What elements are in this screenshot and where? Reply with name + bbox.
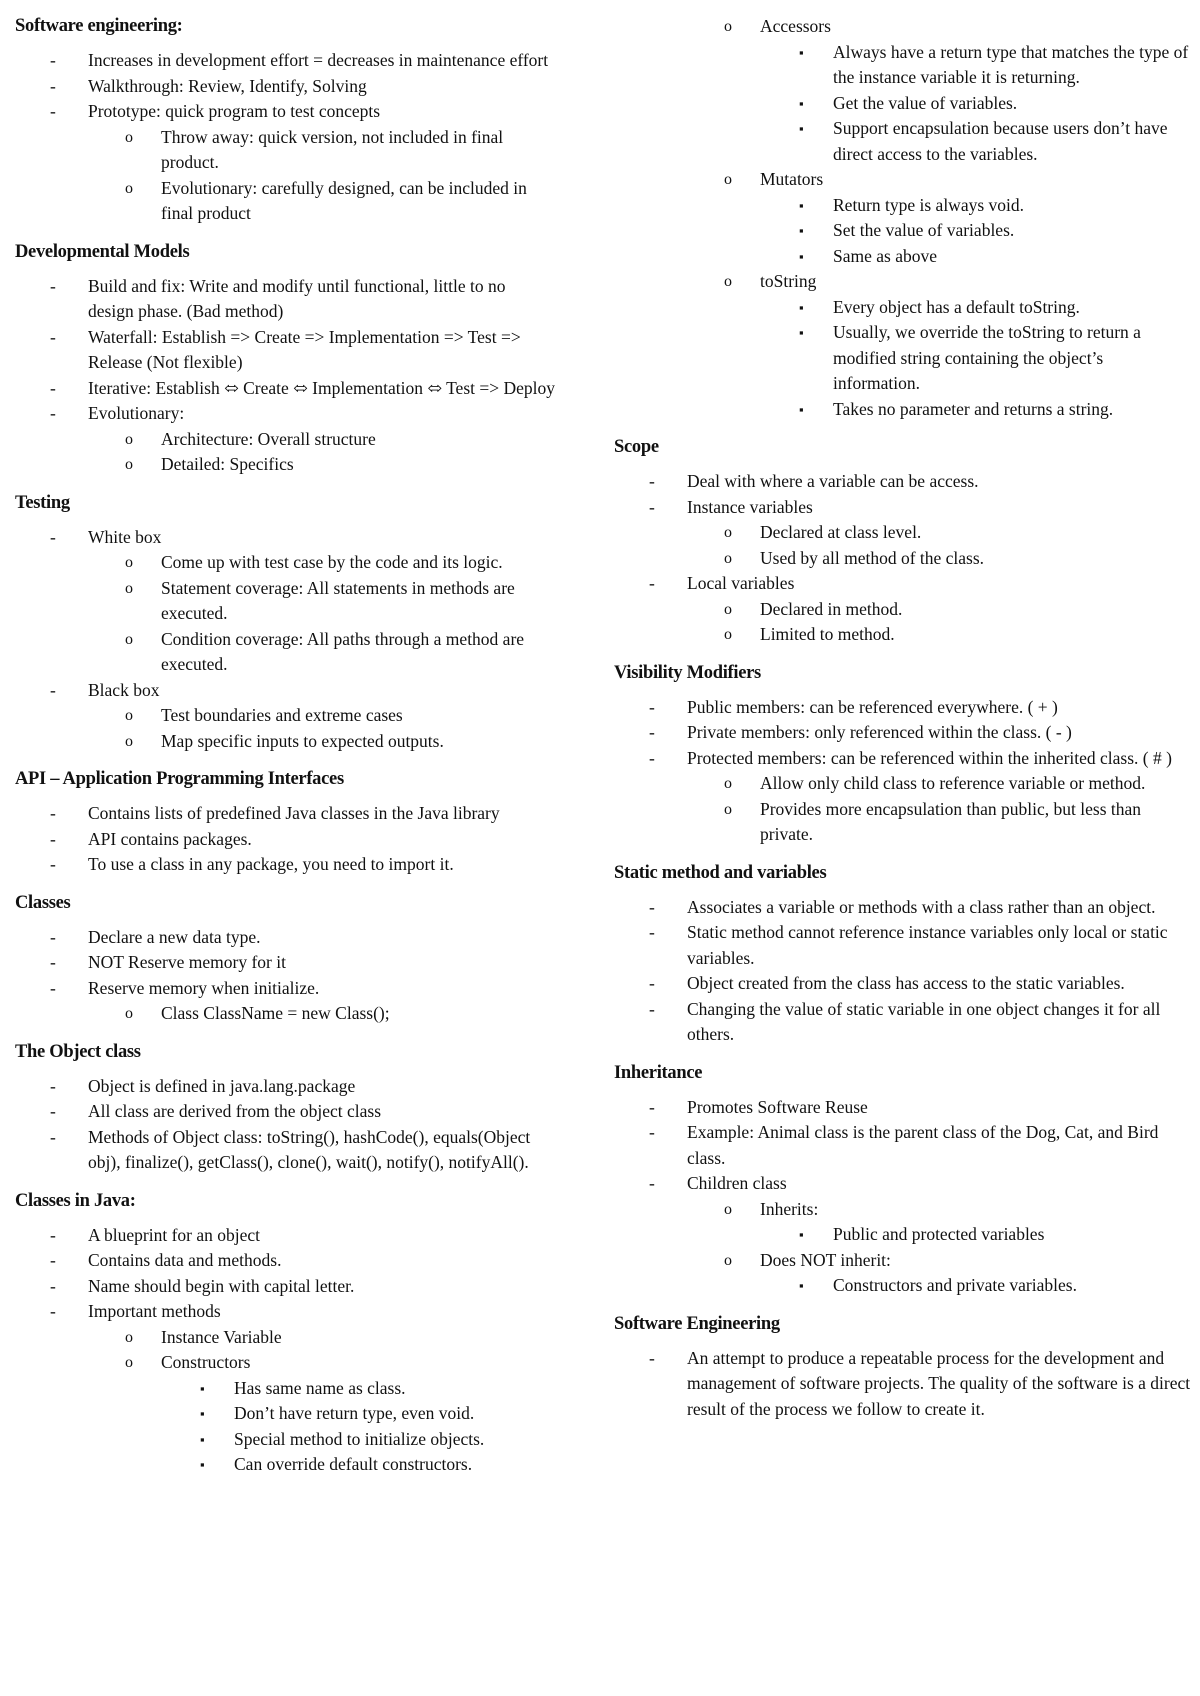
dash-bullet-icon: - — [649, 1173, 655, 1193]
list-item-text: Name should begin with capital letter. — [88, 1275, 355, 1296]
dash-bullet-icon: - — [649, 722, 655, 742]
circle-bullet-icon: o — [125, 1354, 133, 1371]
square-bullet-icon: ▪ — [200, 1406, 205, 1421]
square-bullet-icon: ▪ — [799, 248, 804, 264]
list-item — [15, 827, 555, 853]
list-item-text: Protected members: can be referenced within the inherited class. ( # ) — [687, 747, 1172, 768]
list-item-text: Inherits: — [760, 1198, 819, 1219]
square-bullet-icon: ▪ — [799, 95, 804, 111]
square-bullet-icon: ▪ — [799, 299, 804, 315]
list-item — [614, 295, 1194, 321]
list-item-text: Takes no parameter and returns a string. — [833, 398, 1114, 419]
list-item — [15, 1074, 555, 1100]
list-item-text: Accessors — [760, 16, 831, 36]
list-item — [15, 1452, 555, 1478]
list-item — [614, 797, 1194, 848]
square-bullet-icon: ▪ — [799, 1278, 804, 1293]
list-item-text: Local variables — [687, 573, 795, 593]
circle-bullet-icon: o — [724, 1200, 732, 1218]
dash-bullet-icon: - — [50, 1126, 56, 1147]
dash-bullet-icon: - — [50, 50, 56, 70]
list-item-text: Changing the value of static variable in one object changes it for all others. — [687, 998, 1161, 1044]
list-item — [614, 695, 1194, 721]
list-item-text: Declare a new data type. — [88, 926, 261, 947]
list-item-text: Waterfall: Establish => Create => Implementation => Test => Release (Not flexible) — [88, 326, 521, 372]
square-bullet-icon: ▪ — [200, 1380, 205, 1396]
section-title: Scope — [614, 437, 659, 457]
dash-bullet-icon: - — [50, 926, 56, 947]
list-item-text: Reserve memory when initialize. — [88, 977, 320, 998]
square-bullet-icon: ▪ — [799, 1227, 804, 1242]
list-item — [614, 40, 1194, 91]
dash-bullet-icon: - — [50, 679, 56, 700]
list-item-text: Constructors — [161, 1352, 251, 1372]
list-item — [15, 1299, 555, 1325]
list-item-text: Provides more encapsulation than public, but less than private. — [760, 798, 1142, 844]
bullet-list — [614, 1346, 1194, 1423]
list-item — [15, 1401, 555, 1427]
dash-bullet-icon: - — [50, 275, 56, 296]
bullet-list — [15, 274, 555, 478]
list-item — [614, 1120, 1194, 1171]
list-item-text: A blueprint for an object — [88, 1224, 261, 1245]
list-item-text: Limited to method. — [760, 624, 895, 644]
list-item-text: Used by all method of the class. — [760, 547, 985, 568]
list-item-text: Usually, we override the toString to return a modified string containing the object’s information. — [833, 322, 1141, 393]
section-api-application-programming-interfaces — [15, 767, 555, 878]
circle-bullet-icon: o — [125, 179, 133, 197]
list-item-text: To use a class in any package, you need to import it. — [88, 854, 454, 874]
list-item-text: Methods of Object class: toString(), hashCode(), equals(Object obj), finalize(), getClass(), clone(), wait(), notify(), notifyAll(). — [88, 1126, 531, 1172]
circle-bullet-icon: o — [125, 554, 133, 571]
dash-bullet-icon: - — [649, 747, 655, 768]
section-scope — [614, 435, 1194, 648]
section-title: Testing — [15, 492, 70, 513]
dash-bullet-icon: - — [649, 696, 655, 717]
list-item — [614, 895, 1194, 921]
list-item-text: Object created from the class has access to the static variables. — [687, 973, 1125, 993]
list-item — [15, 976, 555, 1002]
list-item-text: Come up with test case by the code and its logic. — [161, 552, 503, 572]
bullet-list — [15, 925, 555, 1027]
section-software-engineering — [15, 14, 555, 227]
bullet-list — [15, 525, 555, 755]
section-developmental-models — [15, 240, 555, 478]
list-item-text: Every object has a default toString. — [833, 296, 1080, 317]
list-item — [15, 74, 555, 100]
list-item-text: toString — [760, 271, 817, 291]
list-item-text: Architecture: Overall structure — [161, 428, 376, 449]
circle-bullet-icon: o — [724, 18, 732, 35]
list-item — [614, 469, 1194, 495]
list-item — [614, 571, 1194, 597]
bullet-list — [614, 895, 1194, 1048]
list-item — [15, 325, 555, 376]
list-item-text: Public members: can be referenced everywhere. ( + ) — [687, 696, 1058, 717]
list-item — [614, 546, 1194, 572]
circle-bullet-icon: o — [724, 775, 732, 792]
list-item — [614, 997, 1194, 1048]
list-item — [15, 1325, 555, 1351]
list-item-text: Iterative: Establish ⬄ Create ⬄ Implementation ⬄ Test => Deploy — [88, 377, 555, 398]
list-item-text: Associates a variable or methods with a class rather than an object. — [687, 896, 1156, 917]
list-item-text: Increases in development effort = decreases in maintenance effort — [88, 50, 549, 70]
list-item — [15, 801, 555, 827]
list-item-text: White box — [88, 526, 162, 547]
list-item-text: Detailed: Specifics — [161, 454, 294, 474]
list-item — [614, 116, 1194, 167]
list-item-text: An attempt to produce a repeatable process for the development and management of software projects. The quality of the software is a direct result of the process we follow to create it. — [687, 1347, 1191, 1419]
circle-bullet-icon: o — [125, 1005, 133, 1022]
circle-bullet-icon: o — [125, 732, 133, 750]
list-item — [15, 376, 555, 402]
list-item-text: Allow only child class to reference variable or method. — [760, 773, 1146, 793]
dash-bullet-icon: - — [50, 828, 56, 849]
list-item — [614, 720, 1194, 746]
dash-bullet-icon: - — [50, 403, 56, 423]
circle-bullet-icon: o — [724, 171, 732, 188]
list-item — [15, 452, 555, 478]
notes-column-left — [15, 14, 555, 1491]
list-item-text: Don’t have return type, even void. — [234, 1403, 475, 1423]
list-item — [15, 550, 555, 576]
bullet-list — [614, 695, 1194, 848]
dash-bullet-icon: - — [649, 998, 655, 1019]
list-item — [614, 193, 1194, 219]
notes-column-right — [614, 14, 1194, 1435]
circle-bullet-icon: o — [125, 579, 133, 597]
list-item-text: Private members: only referenced within the class. ( - ) — [687, 722, 1072, 742]
circle-bullet-icon: o — [724, 1251, 732, 1269]
circle-bullet-icon: o — [724, 800, 732, 818]
section-title: Software Engineering — [614, 1313, 780, 1334]
bullet-list — [15, 801, 555, 878]
list-item-text: Special method to initialize objects. — [234, 1428, 485, 1449]
bullet-list — [15, 1223, 555, 1478]
list-item-text: Class ClassName = new Class(); — [161, 1003, 390, 1023]
list-item — [15, 401, 555, 427]
dash-bullet-icon: - — [50, 326, 56, 347]
list-item-text: Example: Animal class is the parent class of the Dog, Cat, and Bird class. — [687, 1122, 1159, 1168]
list-item-text: Declared in method. — [760, 598, 903, 619]
list-item-text: Condition coverage: All paths through a method are executed. — [161, 628, 525, 674]
dash-bullet-icon: - — [50, 75, 56, 96]
list-item — [614, 218, 1194, 244]
list-item-text: Declared at class level. — [760, 522, 922, 542]
list-item-text: Object is defined in java.lang.package — [88, 1075, 356, 1096]
list-item-text: All class are derived from the object class — [88, 1101, 382, 1121]
dash-bullet-icon: - — [50, 952, 56, 972]
list-item-text: Can override default constructors. — [234, 1454, 473, 1474]
list-item — [614, 91, 1194, 117]
list-item — [15, 1427, 555, 1453]
dash-bullet-icon: - — [50, 377, 56, 398]
circle-bullet-icon: o — [125, 630, 133, 648]
list-item-text: Walkthrough: Review, Identify, Solving — [88, 75, 367, 96]
dash-bullet-icon: - — [50, 1224, 56, 1245]
list-item — [614, 1346, 1194, 1423]
dash-bullet-icon: - — [50, 1301, 56, 1321]
list-item — [614, 1222, 1194, 1248]
list-item — [614, 1095, 1194, 1121]
list-item-text: Instance Variable — [161, 1326, 282, 1347]
dash-bullet-icon: - — [649, 1122, 655, 1142]
circle-bullet-icon: o — [125, 128, 133, 146]
list-item-text: Constructors and private variables. — [833, 1275, 1077, 1295]
list-item-text: Support encapsulation because users don’t have direct access to the variables. — [833, 118, 1168, 164]
list-item — [15, 176, 555, 227]
section-testing — [15, 491, 555, 755]
list-item — [15, 1125, 555, 1176]
list-item — [15, 925, 555, 951]
section-inheritance — [614, 1061, 1194, 1299]
list-item — [614, 597, 1194, 623]
list-item-text: Same as above — [833, 245, 937, 266]
list-item — [15, 1248, 555, 1274]
square-bullet-icon: ▪ — [799, 325, 804, 340]
section-title: Visibility Modifiers — [614, 662, 761, 683]
list-item — [614, 320, 1194, 397]
section-title: Classes — [15, 892, 71, 913]
list-item-text: Important methods — [88, 1301, 221, 1321]
list-item — [15, 1001, 555, 1027]
list-item — [15, 576, 555, 627]
dash-bullet-icon: - — [50, 1275, 56, 1296]
section-the-object-class — [15, 1040, 555, 1176]
list-item — [15, 48, 555, 74]
list-item — [15, 703, 555, 729]
section-title: Inheritance — [614, 1062, 703, 1083]
dash-bullet-icon: - — [50, 1250, 56, 1270]
list-item-text: Return type is always void. — [833, 194, 1025, 215]
list-item — [15, 1274, 555, 1300]
list-item — [614, 622, 1194, 648]
circle-bullet-icon: o — [125, 707, 133, 724]
square-bullet-icon: ▪ — [799, 197, 804, 213]
circle-bullet-icon: o — [724, 626, 732, 643]
section-title: Developmental Models — [15, 241, 190, 262]
dash-bullet-icon: - — [50, 977, 56, 998]
list-item-text: Static method cannot reference instance variables only local or static variables. — [687, 922, 1168, 968]
list-item-text: Children class — [687, 1173, 787, 1193]
section-classes-in-java — [15, 1189, 555, 1478]
square-bullet-icon: ▪ — [200, 1457, 205, 1472]
dash-bullet-icon: - — [50, 101, 56, 121]
list-item — [15, 950, 555, 976]
list-item — [614, 244, 1194, 270]
circle-bullet-icon: o — [724, 273, 732, 290]
bullet-list — [614, 14, 1194, 422]
dash-bullet-icon: - — [50, 803, 56, 823]
section-title: Classes in Java: — [15, 1190, 136, 1211]
list-item-text: Mutators — [760, 169, 824, 189]
bullet-list — [15, 1074, 555, 1176]
section-visibility-modifiers — [614, 661, 1194, 848]
list-item-text: Always have a return type that matches the type of the instance variable it is returning. — [833, 41, 1189, 87]
bullet-list — [614, 1095, 1194, 1299]
list-item — [15, 99, 555, 125]
dash-bullet-icon: - — [649, 922, 655, 942]
list-item — [614, 1171, 1194, 1197]
list-item — [15, 627, 555, 678]
list-item-text: Statement coverage: All statements in methods are executed. — [161, 577, 515, 623]
list-item-text: Build and fix: Write and modify until functional, little to no design phase. (Bad method) — [88, 275, 506, 321]
list-item — [614, 771, 1194, 797]
list-item — [15, 1223, 555, 1249]
list-item-text: Get the value of variables. — [833, 92, 1018, 113]
list-item-text: Set the value of variables. — [833, 220, 1015, 240]
list-item-text: Throw away: quick version, not included in final product. — [161, 126, 504, 172]
list-item — [15, 729, 555, 755]
list-item — [614, 520, 1194, 546]
list-item-text: Promotes Software Reuse — [687, 1096, 868, 1117]
list-item-text: Map specific inputs to expected outputs. — [161, 730, 444, 751]
dash-bullet-icon: - — [649, 896, 655, 917]
list-item-text: Public and protected variables — [833, 1224, 1045, 1244]
list-item — [15, 678, 555, 704]
section-classes — [15, 891, 555, 1027]
list-item — [614, 495, 1194, 521]
list-item — [614, 167, 1194, 193]
section-title: The Object class — [15, 1041, 141, 1062]
list-item-text: Deal with where a variable can be access. — [687, 471, 979, 491]
dash-bullet-icon: - — [649, 471, 655, 491]
list-item — [614, 746, 1194, 772]
section-title: Static method and variables — [614, 862, 827, 883]
list-item-text: Prototype: quick program to test concepts — [88, 101, 381, 121]
dash-bullet-icon: - — [649, 573, 655, 593]
list-item — [614, 269, 1194, 295]
list-item — [614, 971, 1194, 997]
section-continued — [614, 14, 1194, 422]
list-item-text: API contains packages. — [88, 828, 252, 849]
list-item — [614, 397, 1194, 423]
list-item-text: Has same name as class. — [234, 1377, 406, 1398]
dash-bullet-icon: - — [649, 973, 655, 993]
dash-bullet-icon: - — [50, 526, 56, 547]
list-item-text: Black box — [88, 679, 160, 700]
list-item-text: Test boundaries and extreme cases — [161, 705, 403, 725]
list-item-text: Evolutionary: carefully designed, can be included in final product — [161, 177, 527, 223]
circle-bullet-icon: o — [125, 456, 133, 473]
circle-bullet-icon: o — [125, 430, 133, 448]
list-item-text: NOT Reserve memory for it — [88, 952, 286, 972]
circle-bullet-icon: o — [724, 524, 732, 541]
list-item — [614, 920, 1194, 971]
list-item — [614, 1273, 1194, 1299]
list-item-text: Instance variables — [687, 496, 813, 517]
list-item-text: Contains lists of predefined Java classes in the Java library — [88, 803, 500, 823]
list-item — [15, 274, 555, 325]
bullet-list — [614, 469, 1194, 648]
dash-bullet-icon: - — [649, 1096, 655, 1117]
list-item — [15, 852, 555, 878]
list-item — [15, 427, 555, 453]
square-bullet-icon: ▪ — [799, 44, 804, 60]
dash-bullet-icon: - — [50, 1075, 56, 1096]
circle-bullet-icon: o — [724, 549, 732, 567]
square-bullet-icon: ▪ — [799, 121, 804, 136]
section-title: API – Application Programming Interfaces — [15, 769, 344, 789]
list-item — [15, 1376, 555, 1402]
list-item — [614, 14, 1194, 40]
list-item — [15, 525, 555, 551]
dash-bullet-icon: - — [649, 1347, 655, 1368]
dash-bullet-icon: - — [50, 854, 56, 874]
section-title: Software engineering: — [15, 16, 183, 36]
dash-bullet-icon: - — [50, 1101, 56, 1121]
circle-bullet-icon: o — [724, 600, 732, 618]
list-item-text: Evolutionary: — [88, 403, 185, 423]
dash-bullet-icon: - — [649, 496, 655, 517]
square-bullet-icon: ▪ — [200, 1431, 205, 1447]
bullet-list — [15, 48, 555, 227]
list-item-text: Contains data and methods. — [88, 1250, 282, 1270]
section-software-engineering — [614, 1312, 1194, 1423]
square-bullet-icon: ▪ — [799, 223, 804, 238]
list-item — [15, 1350, 555, 1376]
list-item — [614, 1197, 1194, 1223]
list-item — [15, 1099, 555, 1125]
list-item-text: Does NOT inherit: — [760, 1249, 891, 1270]
square-bullet-icon: ▪ — [799, 401, 804, 417]
section-static-method-and-variables — [614, 861, 1194, 1048]
circle-bullet-icon: o — [125, 1328, 133, 1346]
list-item — [614, 1248, 1194, 1274]
list-item — [15, 125, 555, 176]
